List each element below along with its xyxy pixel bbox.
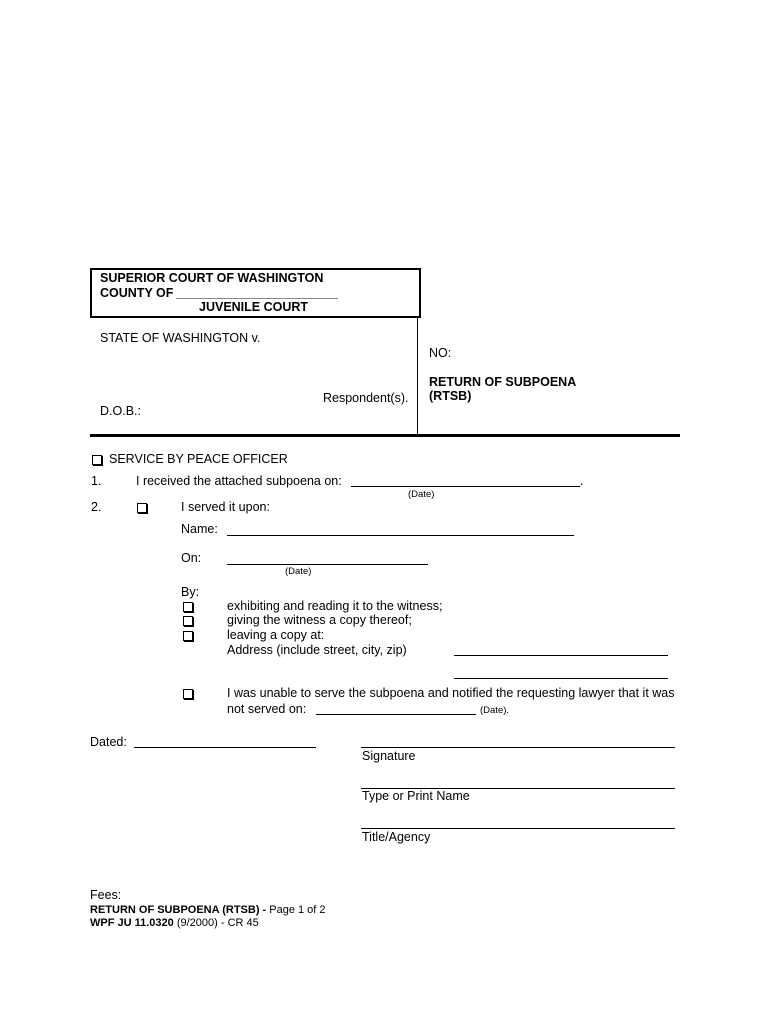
footer-form-number: WPF JU 11.0320 — [90, 917, 174, 929]
address-field-2[interactable] — [454, 678, 668, 679]
form-code: (RTSB) — [429, 389, 472, 403]
footer-line-2 — [90, 917, 259, 929]
service-heading: SERVICE BY PEACE OFFICER — [109, 452, 288, 466]
by-label: By: — [181, 585, 200, 599]
address-label: Address (include street, city, zip) — [227, 643, 407, 657]
footer-form-name: RETURN OF SUBPOENA (RTSB) - — [90, 904, 267, 916]
served-date-hint: (Date) — [285, 566, 312, 577]
not-served-date-field[interactable] — [316, 714, 476, 715]
footer-page-info: Page 1 of 2 — [269, 904, 326, 916]
unable-text-line1: I was unable to serve the subpoena and notified the requesting lawyer that it was — [227, 686, 675, 700]
state-line: STATE OF WASHINGTON v. — [100, 331, 261, 345]
juvenile-court-label: JUVENILE COURT — [199, 300, 309, 314]
title-agency-field[interactable] — [361, 828, 675, 829]
fees-label: Fees: — [90, 888, 122, 902]
item1-number: 1. — [91, 474, 102, 488]
item1-period: . — [580, 474, 584, 488]
name-label: Name: — [181, 522, 218, 536]
court-name: SUPERIOR COURT OF WASHINGTON — [100, 271, 324, 285]
county-blank[interactable] — [176, 298, 338, 299]
address-field-1[interactable] — [454, 655, 668, 656]
dob-label: D.O.B.: — [100, 404, 141, 418]
received-date-hint: (Date) — [408, 489, 435, 500]
title-agency-label: Title/Agency — [362, 830, 431, 844]
footer-form-date: (9/2000) - CR 45 — [176, 917, 259, 929]
by-option-checkbox-2[interactable] — [183, 616, 193, 626]
county-label: COUNTY OF — [100, 286, 174, 300]
signature-field[interactable] — [361, 747, 675, 748]
not-served-date-hint: (Date). — [480, 705, 510, 716]
by-option-exhibiting: exhibiting and reading it to the witness; — [227, 599, 443, 613]
caption-bottom-rule — [90, 434, 680, 437]
respondent-label: Respondent(s). — [323, 391, 409, 405]
form-title: RETURN OF SUBPOENA — [429, 375, 577, 389]
dated-label: Dated: — [90, 735, 127, 749]
by-option-checkbox-3[interactable] — [183, 631, 193, 641]
item1-text: I received the attached subpoena on: — [136, 474, 342, 488]
service-checkbox[interactable] — [92, 455, 102, 465]
on-label: On: — [181, 551, 202, 565]
item2-text: I served it upon: — [181, 500, 270, 514]
by-option-giving-copy: giving the witness a copy thereof; — [227, 613, 412, 627]
footer-line-1 — [90, 904, 326, 916]
by-option-checkbox-1[interactable] — [183, 602, 193, 612]
by-option-leaving-copy: leaving a copy at: — [227, 628, 325, 642]
served-checkbox[interactable] — [137, 503, 147, 513]
served-date-field[interactable] — [227, 564, 428, 565]
unable-text-line2: not served on: — [227, 702, 307, 716]
name-field[interactable] — [227, 535, 574, 536]
dated-field[interactable] — [134, 747, 316, 748]
received-date-field[interactable] — [351, 486, 580, 487]
print-name-label: Type or Print Name — [362, 789, 470, 803]
case-number-label: NO: — [429, 346, 452, 360]
unable-checkbox[interactable] — [183, 689, 193, 699]
signature-label: Signature — [362, 749, 416, 763]
item2-number: 2. — [91, 500, 102, 514]
caption-divider — [417, 316, 418, 434]
